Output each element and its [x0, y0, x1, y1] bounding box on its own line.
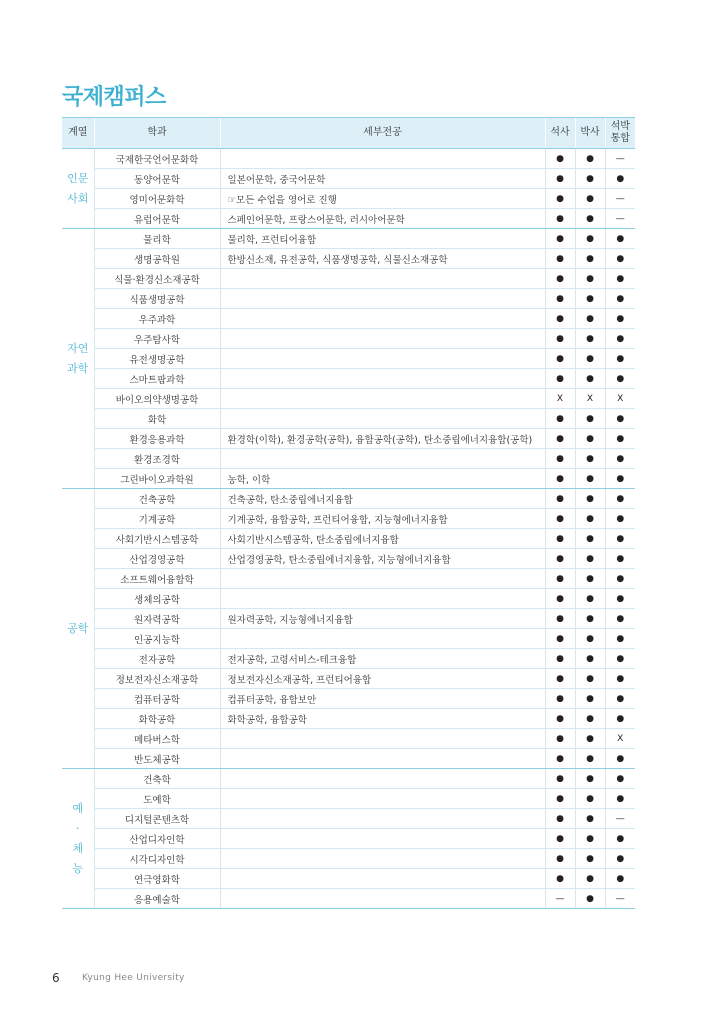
- major-cell: 영미어문화학: [94, 189, 220, 209]
- doctor-cell: ●: [575, 149, 605, 169]
- master-cell: ●: [545, 549, 575, 569]
- master-cell: ●: [545, 149, 575, 169]
- master-cell: ●: [545, 469, 575, 489]
- detail-cell: 정보전자신소재공학, 프런티어융합: [220, 669, 545, 689]
- master-cell: ●: [545, 869, 575, 889]
- doctor-cell: ●: [575, 489, 605, 509]
- master-cell: ●: [545, 509, 575, 529]
- combined-cell: ●: [605, 849, 635, 869]
- detail-cell: [220, 349, 545, 369]
- combined-cell: ●: [605, 369, 635, 389]
- header-doctor: 박사: [575, 118, 605, 149]
- doctor-cell: ●: [575, 429, 605, 449]
- master-cell: ●: [545, 589, 575, 609]
- combined-cell: ●: [605, 549, 635, 569]
- header-master: 석사: [545, 118, 575, 149]
- doctor-cell: ●: [575, 409, 605, 429]
- doctor-cell: ●: [575, 649, 605, 669]
- table-row: [62, 789, 635, 809]
- doctor-cell: ●: [575, 249, 605, 269]
- detail-cell: 원자력공학, 지능형에너지융합: [220, 609, 545, 629]
- major-cell: 스마트팜과학: [94, 369, 220, 389]
- doctor-cell: ●: [575, 269, 605, 289]
- detail-cell: [220, 589, 545, 609]
- doctor-cell: ●: [575, 469, 605, 489]
- detail-cell: 사회기반시스템공학, 탄소중립에너지융합: [220, 529, 545, 549]
- combined-cell: ●: [605, 489, 635, 509]
- table-row: [62, 169, 635, 189]
- table-row: [62, 189, 635, 209]
- combined-cell: ●: [605, 589, 635, 609]
- detail-cell: [220, 809, 545, 829]
- table-row: [62, 749, 635, 769]
- combined-cell: ●: [605, 629, 635, 649]
- table-row: [62, 849, 635, 869]
- combined-cell: —: [605, 209, 635, 229]
- master-cell: ●: [545, 309, 575, 329]
- table-row: [62, 509, 635, 529]
- doctor-cell: ●: [575, 229, 605, 249]
- table-row: [62, 469, 635, 489]
- detail-cell: 컴퓨터공학, 융합보안: [220, 689, 545, 709]
- major-cell: 식물·환경신소재공학: [94, 269, 220, 289]
- page-title: 국제캠퍼스: [62, 85, 166, 110]
- detail-cell: [220, 369, 545, 389]
- table-row: [62, 149, 635, 169]
- table-row: [62, 329, 635, 349]
- detail-cell: [220, 569, 545, 589]
- master-cell: ●: [545, 329, 575, 349]
- detail-cell: 스페인어문학, 프랑스어문학, 러시아어문학: [220, 209, 545, 229]
- combined-cell: ●: [605, 829, 635, 849]
- table-row: [62, 809, 635, 829]
- doctor-cell: ●: [575, 709, 605, 729]
- master-cell: ●: [545, 729, 575, 749]
- doctor-cell: ●: [575, 849, 605, 869]
- master-cell: ●: [545, 629, 575, 649]
- combined-cell: ●: [605, 669, 635, 689]
- detail-cell: [220, 389, 545, 409]
- major-cell: 바이오의약생명공학: [94, 389, 220, 409]
- table-row: [62, 709, 635, 729]
- table-row: [62, 869, 635, 889]
- doctor-cell: ●: [575, 809, 605, 829]
- table-row: [62, 309, 635, 329]
- combined-cell: ●: [605, 349, 635, 369]
- combined-cell: ●: [605, 289, 635, 309]
- doctor-cell: ●: [575, 769, 605, 789]
- major-cell: 화학: [94, 409, 220, 429]
- combined-cell: ●: [605, 869, 635, 889]
- table-row: [62, 589, 635, 609]
- major-cell: 유럽어문학: [94, 209, 220, 229]
- doctor-cell: ●: [575, 869, 605, 889]
- master-cell: ●: [545, 209, 575, 229]
- table-row: [62, 489, 635, 509]
- major-cell: 기계공학: [94, 509, 220, 529]
- combined-cell: ●: [605, 449, 635, 469]
- master-cell: —: [545, 889, 575, 909]
- major-cell: 산업디자인학: [94, 829, 220, 849]
- detail-cell: [220, 289, 545, 309]
- doctor-cell: ●: [575, 289, 605, 309]
- detail-cell: 전자공학, 고령서비스-테크융합: [220, 649, 545, 669]
- table-row: [62, 369, 635, 389]
- program-table: [62, 117, 635, 909]
- doctor-cell: ●: [575, 529, 605, 549]
- master-cell: ●: [545, 249, 575, 269]
- doctor-cell: ●: [575, 629, 605, 649]
- combined-cell: X: [605, 729, 635, 749]
- major-cell: 산업경영공학: [94, 549, 220, 569]
- detail-cell: [220, 329, 545, 349]
- master-cell: ●: [545, 789, 575, 809]
- master-cell: ●: [545, 369, 575, 389]
- major-cell: 원자력공학: [94, 609, 220, 629]
- table-row: [62, 529, 635, 549]
- detail-cell: [220, 629, 545, 649]
- major-cell: 유전생명공학: [94, 349, 220, 369]
- table-row: [62, 889, 635, 909]
- detail-cell: [220, 849, 545, 869]
- page-number: 6: [52, 971, 60, 985]
- master-cell: ●: [545, 849, 575, 869]
- major-cell: 연극영화학: [94, 869, 220, 889]
- master-cell: ●: [545, 229, 575, 249]
- detail-cell: [220, 269, 545, 289]
- combined-cell: X: [605, 389, 635, 409]
- table-row: [62, 829, 635, 849]
- detail-cell: 일본어문학, 중국어문학: [220, 169, 545, 189]
- doctor-cell: ●: [575, 169, 605, 189]
- doctor-cell: ●: [575, 189, 605, 209]
- master-cell: ●: [545, 349, 575, 369]
- header-combined: 석박 통합: [605, 118, 635, 149]
- table-row: [62, 549, 635, 569]
- doctor-cell: ●: [575, 369, 605, 389]
- combined-cell: ●: [605, 309, 635, 329]
- combined-cell: ●: [605, 469, 635, 489]
- major-cell: 물리학: [94, 229, 220, 249]
- master-cell: ●: [545, 609, 575, 629]
- combined-cell: —: [605, 149, 635, 169]
- master-cell: ●: [545, 289, 575, 309]
- table-row: [62, 349, 635, 369]
- table-row: [62, 729, 635, 749]
- combined-cell: ●: [605, 609, 635, 629]
- major-cell: 건축학: [94, 769, 220, 789]
- major-cell: 생체의공학: [94, 589, 220, 609]
- combined-cell: ●: [605, 509, 635, 529]
- doctor-cell: ●: [575, 509, 605, 529]
- doctor-cell: ●: [575, 569, 605, 589]
- doctor-cell: X: [575, 389, 605, 409]
- table-row: [62, 569, 635, 589]
- combined-cell: ●: [605, 789, 635, 809]
- major-cell: 동양어문학: [94, 169, 220, 189]
- master-cell: ●: [545, 649, 575, 669]
- detail-cell: 한방신소재, 유전공학, 식품생명공학, 식물신소재공학: [220, 249, 545, 269]
- major-cell: 환경응용과학: [94, 429, 220, 449]
- master-cell: ●: [545, 669, 575, 689]
- combined-cell: ●: [605, 569, 635, 589]
- detail-cell: [220, 769, 545, 789]
- major-cell: 인공지능학: [94, 629, 220, 649]
- detail-cell: [220, 889, 545, 909]
- master-cell: ●: [545, 689, 575, 709]
- doctor-cell: ●: [575, 449, 605, 469]
- table-row: [62, 229, 635, 249]
- detail-cell: [220, 869, 545, 889]
- combined-cell: ●: [605, 169, 635, 189]
- major-cell: 응용예술학: [94, 889, 220, 909]
- table-row: [62, 609, 635, 629]
- detail-cell: 물리학, 프런티어융합: [220, 229, 545, 249]
- major-cell: 사회기반시스템공학: [94, 529, 220, 549]
- detail-cell: [220, 829, 545, 849]
- major-cell: 식품생명공학: [94, 289, 220, 309]
- major-cell: 정보전자신소재공학: [94, 669, 220, 689]
- dept-cell: 예 · 체 능: [62, 769, 94, 909]
- table-row: [62, 629, 635, 649]
- master-cell: ●: [545, 809, 575, 829]
- combined-cell: ●: [605, 329, 635, 349]
- combined-cell: ●: [605, 529, 635, 549]
- major-cell: 그린바이오과학원: [94, 469, 220, 489]
- master-cell: ●: [545, 709, 575, 729]
- dept-cell: 자연 과학: [62, 229, 94, 489]
- table-row: [62, 429, 635, 449]
- major-cell: 디지털콘텐츠학: [94, 809, 220, 829]
- master-cell: ●: [545, 449, 575, 469]
- detail-cell: [220, 789, 545, 809]
- doctor-cell: ●: [575, 349, 605, 369]
- major-cell: 우주탐사학: [94, 329, 220, 349]
- major-cell: 반도체공학: [94, 749, 220, 769]
- master-cell: ●: [545, 769, 575, 789]
- table-row: [62, 449, 635, 469]
- table-row: [62, 209, 635, 229]
- table-row: [62, 249, 635, 269]
- major-cell: 우주과학: [94, 309, 220, 329]
- master-cell: ●: [545, 489, 575, 509]
- university-name: Kyung Hee University: [82, 973, 185, 983]
- doctor-cell: ●: [575, 209, 605, 229]
- doctor-cell: ●: [575, 549, 605, 569]
- doctor-cell: ●: [575, 829, 605, 849]
- combined-cell: ●: [605, 269, 635, 289]
- doctor-cell: ●: [575, 609, 605, 629]
- detail-cell: 산업경영공학, 탄소중립에너지융합, 지능형에너지융합: [220, 549, 545, 569]
- table-row: [62, 409, 635, 429]
- table-row: [62, 769, 635, 789]
- table-row: [62, 289, 635, 309]
- detail-cell: [220, 749, 545, 769]
- dept-cell: 공학: [62, 489, 94, 769]
- master-cell: ●: [545, 169, 575, 189]
- detail-cell: 화학공학, 융합공학: [220, 709, 545, 729]
- detail-cell: [220, 449, 545, 469]
- major-cell: 국제한국언어문화학: [94, 149, 220, 169]
- major-cell: 도예학: [94, 789, 220, 809]
- table-row: [62, 689, 635, 709]
- combined-cell: —: [605, 189, 635, 209]
- doctor-cell: ●: [575, 889, 605, 909]
- combined-cell: ●: [605, 749, 635, 769]
- doctor-cell: ●: [575, 329, 605, 349]
- combined-cell: ●: [605, 649, 635, 669]
- table-row: [62, 669, 635, 689]
- combined-cell: —: [605, 809, 635, 829]
- master-cell: ●: [545, 749, 575, 769]
- combined-cell: ●: [605, 249, 635, 269]
- master-cell: ●: [545, 409, 575, 429]
- master-cell: ●: [545, 429, 575, 449]
- major-cell: 소프트웨어융합학: [94, 569, 220, 589]
- major-cell: 생명공학원: [94, 249, 220, 269]
- table-header-row: [62, 118, 635, 149]
- major-cell: 전자공학: [94, 649, 220, 669]
- major-cell: 환경조경학: [94, 449, 220, 469]
- combined-cell: ●: [605, 709, 635, 729]
- major-cell: 메타버스학: [94, 729, 220, 749]
- master-cell: ●: [545, 269, 575, 289]
- master-cell: ●: [545, 189, 575, 209]
- major-cell: 컴퓨터공학: [94, 689, 220, 709]
- detail-cell: 환경학(이학), 환경공학(공학), 융합공학(공학), 탄소중립에너지융합(공학): [220, 429, 545, 449]
- header-dept: 계열: [62, 118, 94, 149]
- doctor-cell: ●: [575, 589, 605, 609]
- detail-cell: [220, 309, 545, 329]
- doctor-cell: ●: [575, 789, 605, 809]
- doctor-cell: ●: [575, 749, 605, 769]
- detail-cell: [220, 729, 545, 749]
- detail-cell: 농학, 이학: [220, 469, 545, 489]
- doctor-cell: ●: [575, 309, 605, 329]
- dept-cell: 인문 사회: [62, 149, 94, 229]
- combined-cell: ●: [605, 689, 635, 709]
- major-cell: 시각디자인학: [94, 849, 220, 869]
- combined-cell: ●: [605, 409, 635, 429]
- master-cell: ●: [545, 569, 575, 589]
- table-row: [62, 269, 635, 289]
- detail-cell: 기계공학, 융합공학, 프런티어융합, 지능형에너지융합: [220, 509, 545, 529]
- combined-cell: ●: [605, 429, 635, 449]
- combined-cell: ●: [605, 769, 635, 789]
- doctor-cell: ●: [575, 729, 605, 749]
- detail-cell: [220, 149, 545, 169]
- detail-cell: ☞모든 수업을 영어로 진행: [220, 189, 545, 209]
- header-detail: 세부전공: [220, 118, 545, 149]
- major-cell: 건축공학: [94, 489, 220, 509]
- detail-cell: [220, 409, 545, 429]
- header-major: 학과: [94, 118, 220, 149]
- master-cell: X: [545, 389, 575, 409]
- combined-cell: —: [605, 889, 635, 909]
- table-row: [62, 389, 635, 409]
- doctor-cell: ●: [575, 689, 605, 709]
- combined-cell: ●: [605, 229, 635, 249]
- major-cell: 화학공학: [94, 709, 220, 729]
- doctor-cell: ●: [575, 669, 605, 689]
- master-cell: ●: [545, 529, 575, 549]
- master-cell: ●: [545, 829, 575, 849]
- table-body: [62, 149, 635, 909]
- table-row: [62, 649, 635, 669]
- detail-cell: 건축공학, 탄소중립에너지융합: [220, 489, 545, 509]
